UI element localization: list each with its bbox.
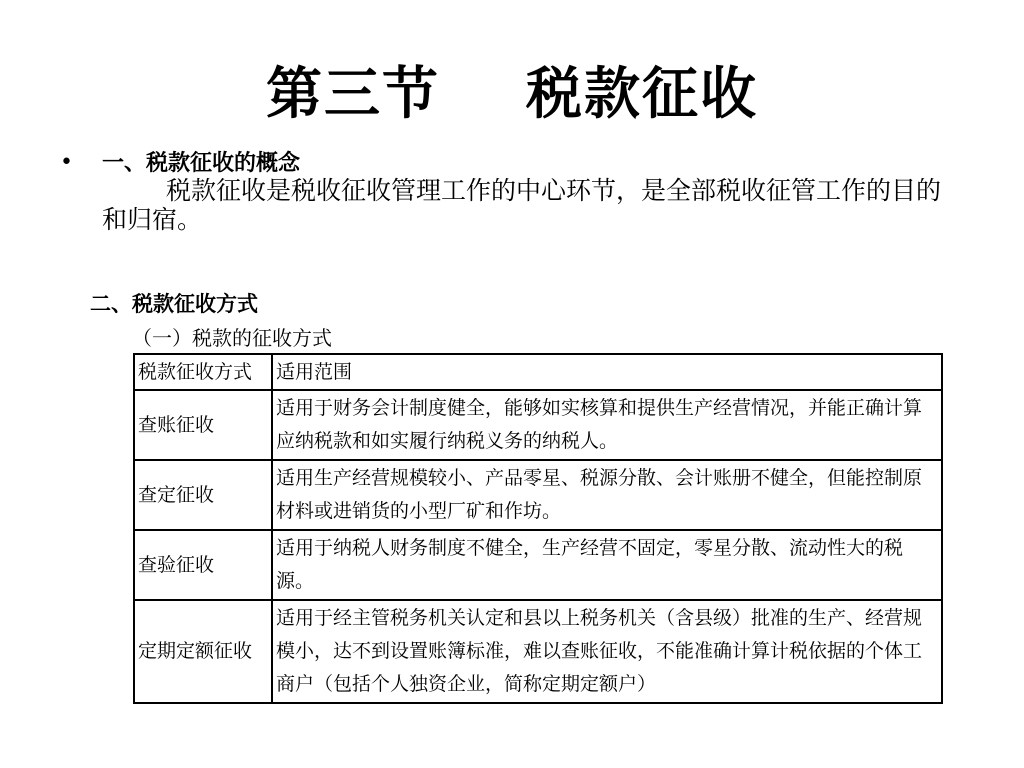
- table-row: [134, 390, 942, 460]
- collection-methods-table: [133, 353, 943, 704]
- bullet-marker: •: [60, 150, 73, 175]
- method-cell: 查验征收: [134, 530, 272, 600]
- slide-title: 第三节 税款征收: [266, 61, 758, 127]
- table-row: [134, 460, 942, 530]
- method-cell: 定期定额征收: [134, 600, 272, 703]
- header-cell-method: 税款征收方式: [134, 354, 272, 390]
- scope-cell: 适用于纳税人财务制度不健全，生产经营不固定，零星分散、流动性大的税源。: [272, 530, 942, 600]
- concept-text: 税款征收是税收征收管理工作的中心环节，是全部税收征管工作的目的和归宿。: [102, 176, 942, 234]
- table-header-row: [134, 354, 942, 390]
- table-row: [134, 600, 942, 703]
- concept-heading: 一、税款征收的概念: [102, 150, 301, 176]
- method-cell: 查账征收: [134, 390, 272, 460]
- scope-cell: 适用于财务会计制度健全，能够如实核算和提供生产经营情况，并能正确计算应纳税款和如实履行纳税义务的纳税人。: [272, 390, 942, 460]
- table-row: [134, 530, 942, 600]
- section-heading: 二、税款征收方式: [90, 292, 258, 316]
- header-cell-scope: 适用范围: [272, 354, 942, 390]
- scope-cell: 适用于经主管税务机关认定和县以上税务机关（含县级）批准的生产、经营规模小，达不到设置账簿标准，难以查账征收，不能准确计算计税依据的个体工商户（包括个人独资企业，简称定期定额户）: [272, 600, 942, 703]
- method-cell: 查定征收: [134, 460, 272, 530]
- scope-cell: 适用生产经营规模较小、产品零星、税源分散、会计账册不健全，但能控制原材料或进销货的小型厂矿和作坊。: [272, 460, 942, 530]
- section-subheading: （一）税款的征收方式: [132, 326, 332, 350]
